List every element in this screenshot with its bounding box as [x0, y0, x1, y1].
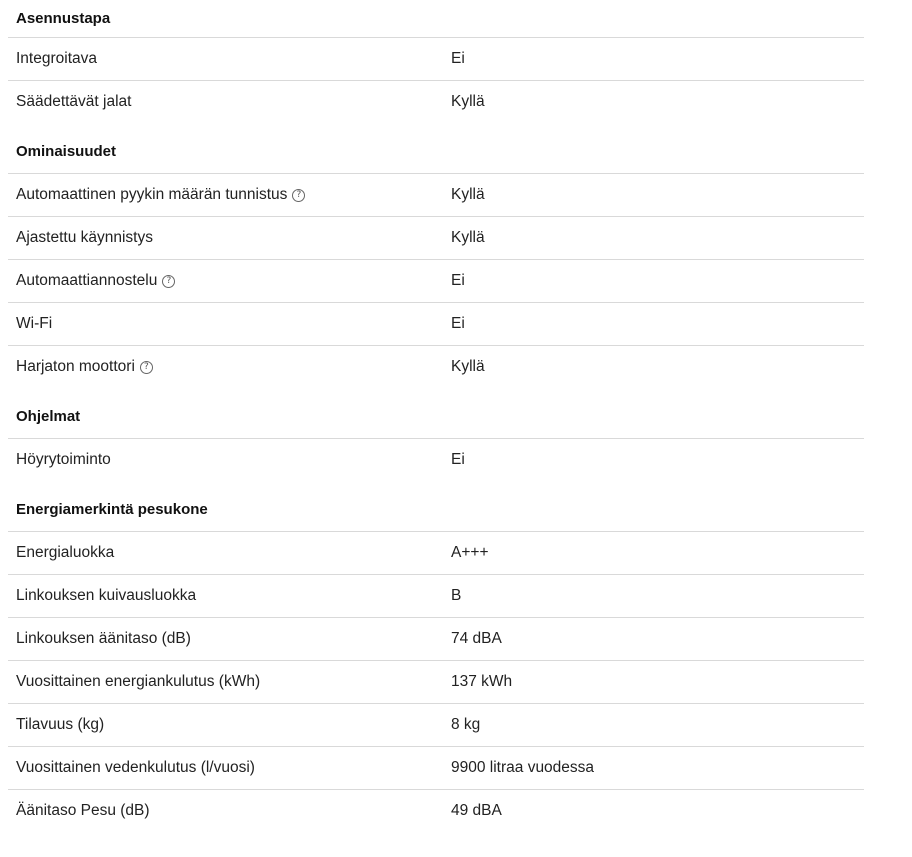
section-title-energiamerkinta: Energiamerkintä pesukone: [16, 500, 208, 518]
spec-label: Vuosittainen energiankulutus (kWh): [16, 673, 261, 690]
spec-row: [8, 703, 864, 746]
spec-label: Höyrytoiminto: [16, 451, 111, 468]
section-title-asennustapa: Asennustapa: [16, 10, 111, 27]
spec-value: Ei: [451, 50, 465, 67]
spec-label: Äänitaso Pesu (dB): [16, 802, 150, 819]
spec-row: [8, 216, 864, 259]
spec-row: [8, 173, 864, 216]
spec-row: [8, 302, 864, 345]
section-title-ohjelmat: Ohjelmat: [16, 407, 81, 425]
spec-label: Energialuokka: [16, 544, 115, 561]
spec-value: 9900 litraa vuodessa: [451, 759, 595, 776]
spec-label: Harjaton moottori ?: [8, 358, 451, 376]
spec-value: Kyllä: [451, 186, 485, 203]
spec-value: Kyllä: [451, 358, 485, 375]
spec-value: 137 kWh: [451, 673, 513, 690]
spec-value: 74 dBA: [451, 630, 502, 647]
question-circle-icon[interactable]: ?: [140, 361, 153, 374]
spec-value: Ei: [451, 315, 465, 332]
spec-row: [8, 746, 864, 789]
spec-label: Automaattinen pyykin määrän tunnistus ?: [8, 186, 451, 204]
spec-row: [8, 438, 864, 481]
spec-label: Integroitava: [16, 50, 97, 67]
spec-row: [8, 617, 864, 660]
spec-row: [8, 37, 864, 80]
question-circle-icon[interactable]: ?: [292, 189, 305, 202]
spec-value: 8 kg: [451, 716, 481, 733]
spec-value: Ei: [451, 272, 465, 289]
spec-value: Kyllä: [451, 93, 485, 110]
spec-value: Ei: [451, 451, 465, 468]
spec-row: [8, 789, 864, 832]
spec-label: Vuosittainen vedenkulutus (l/vuosi): [16, 759, 255, 776]
spec-row: [8, 531, 864, 574]
question-circle-icon[interactable]: ?: [162, 275, 175, 288]
spec-label: Tilavuus (kg): [16, 716, 105, 733]
spec-row: [8, 345, 864, 388]
spec-value: Kyllä: [451, 229, 485, 246]
spec-value: B: [451, 587, 462, 604]
spec-label: Säädettävät jalat: [16, 93, 132, 110]
spec-row: [8, 259, 864, 302]
spec-row: [8, 574, 864, 617]
spec-value: A+++: [451, 544, 489, 561]
section-title-ominaisuudet: Ominaisuudet: [16, 142, 117, 160]
spec-label: Linkouksen kuivausluokka: [16, 587, 197, 604]
spec-row: [8, 660, 864, 703]
spec-label: Linkouksen äänitaso (dB): [16, 630, 191, 647]
spec-label: Automaattiannostelu ?: [8, 272, 451, 290]
spec-value: 49 dBA: [451, 802, 502, 819]
spec-label: Wi-Fi: [16, 315, 53, 332]
spec-label: Ajastettu käynnistys: [16, 229, 153, 246]
spec-row: [8, 80, 864, 123]
